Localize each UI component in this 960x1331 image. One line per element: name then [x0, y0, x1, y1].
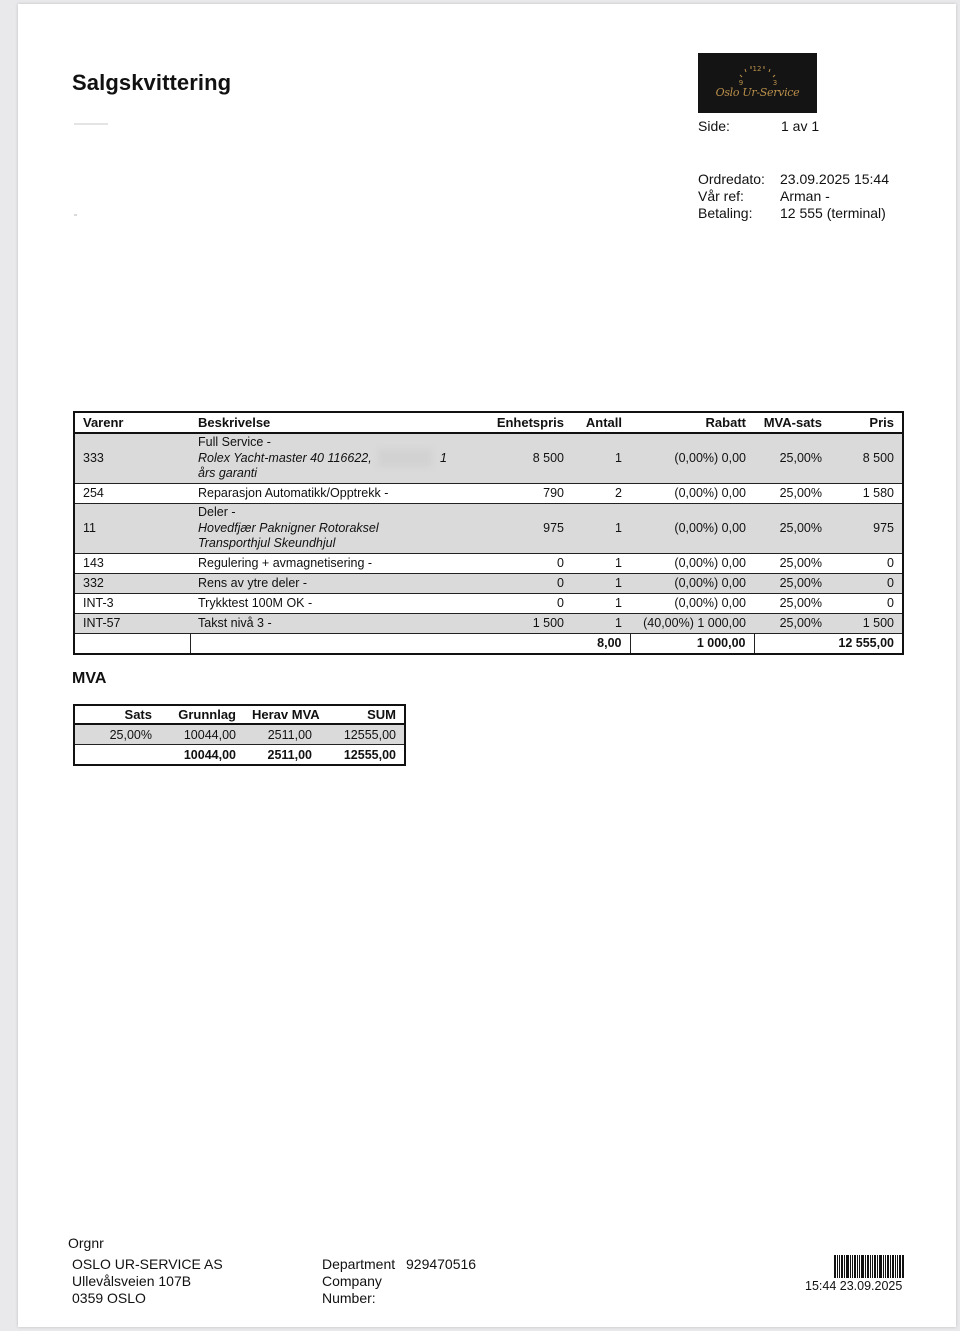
- cell-enhetspris: 0: [462, 574, 572, 594]
- cell-mva: 25,00%: [754, 614, 830, 634]
- col-antall: Antall: [572, 412, 630, 433]
- logo-wordmark: Oslo Ur-Service: [715, 86, 800, 99]
- col-rabatt: Rabatt: [630, 412, 754, 433]
- items-table: [73, 411, 904, 655]
- cell-antall: 1: [572, 504, 630, 554]
- col-enhetspris: Enhetspris: [462, 412, 572, 433]
- cell-enhetspris: 8 500: [462, 433, 572, 484]
- cell-beskrivelse: Rens av ytre deler -: [190, 574, 462, 594]
- cell-pris: 0: [830, 554, 903, 574]
- total-pris: 12 555,00: [838, 635, 894, 650]
- company-street: Ullevålsveien 107B: [72, 1273, 192, 1289]
- faint-mark: [74, 123, 108, 125]
- cell-pris: 8 500: [830, 433, 903, 484]
- cell-antall: 1: [572, 554, 630, 574]
- cell-enhetspris: 790: [462, 484, 572, 504]
- meta-label: Ordredato:: [698, 171, 765, 187]
- department-info: [322, 1256, 522, 1307]
- mva-header-row: [74, 705, 405, 724]
- meta-value: 23.09.2025 15:44: [780, 171, 889, 187]
- department-label: Department: [322, 1256, 396, 1272]
- cell-enhetspris: 1 500: [462, 614, 572, 634]
- totals-empty: [754, 634, 830, 655]
- cell-grunnlag: 10044,00: [160, 724, 244, 745]
- watch-dial-logo-icon: [698, 53, 817, 113]
- cell-varenr: INT-57: [74, 614, 190, 634]
- desc-line: Transporthjul Skeundhjul: [198, 536, 336, 551]
- table-row: [74, 554, 903, 574]
- cell-varenr: 333: [74, 433, 190, 484]
- table-row: [74, 504, 903, 554]
- cell-varenr: 11: [74, 504, 190, 554]
- cell-rabatt: (0,00%) 0,00: [630, 574, 754, 594]
- dial-12: 12: [752, 65, 762, 73]
- col-sats: Sats: [74, 705, 160, 724]
- barcode-icon: [834, 1255, 904, 1278]
- table-row: [74, 614, 903, 634]
- cell-varenr: 254: [74, 484, 190, 504]
- col-pris: Pris: [830, 412, 903, 433]
- cell-rabatt: (0,00%) 0,00: [630, 433, 754, 484]
- meta-label: Betaling:: [698, 205, 753, 221]
- redacted-text: [378, 449, 432, 467]
- dial-3: 3: [772, 79, 778, 87]
- cell-enhetspris: 0: [462, 554, 572, 574]
- cell-pris: 1 580: [830, 484, 903, 504]
- cell-beskrivelse: Regulering + avmagnetisering -: [190, 554, 462, 574]
- cell-pris: 975: [830, 504, 903, 554]
- desc-line: Hovedfjær Paknigner Rotoraksel: [198, 520, 379, 535]
- cell-pris: 0: [830, 574, 903, 594]
- cell-rabatt: (0,00%) 0,00: [630, 504, 754, 554]
- cell-beskrivelse: Trykktest 100M OK -: [190, 594, 462, 614]
- faint-mark: [74, 214, 77, 216]
- cell-enhetspris: 0: [462, 594, 572, 614]
- company-name: OSLO UR-SERVICE AS: [72, 1256, 223, 1272]
- cell-antall: 1: [572, 614, 630, 634]
- cell-beskrivelse: Reparasjon Automatikk/Opptrekk -: [190, 484, 462, 504]
- cell-varenr: INT-3: [74, 594, 190, 614]
- meta-reference: [698, 188, 918, 205]
- cell-antall: 1: [572, 594, 630, 614]
- cell-sats: 25,00%: [74, 724, 160, 745]
- total-herav: 2511,00: [267, 747, 312, 762]
- page-title: Salgskvittering: [72, 70, 232, 95]
- side-label: Side:: [698, 118, 730, 134]
- cell-mva: 25,00%: [754, 594, 830, 614]
- cell-pris: 1 500: [830, 614, 903, 634]
- total-rabatt: 1 000,00: [630, 634, 754, 655]
- cell-herav: 2511,00: [244, 724, 320, 745]
- cell-varenr: 143: [74, 554, 190, 574]
- totals-empty: [74, 634, 190, 655]
- desc-head: Deler -: [198, 505, 236, 520]
- dial-9: 9: [738, 79, 744, 87]
- cell-sum: 12555,00: [320, 724, 405, 745]
- cell-rabatt: (40,00%) 1 000,00: [630, 614, 754, 634]
- department-number: 929470516: [406, 1256, 477, 1272]
- order-meta: [698, 171, 918, 222]
- side-value: 1 av 1: [781, 118, 820, 134]
- department-row: [322, 1256, 522, 1273]
- total-grunnlag: 10044,00: [183, 747, 236, 762]
- table-row: [74, 574, 903, 594]
- cell-mva: 25,00%: [754, 504, 830, 554]
- total-antall: 8,00: [572, 634, 630, 655]
- table-row: [74, 724, 405, 745]
- mva-table: [73, 704, 406, 766]
- meta-payment: [698, 205, 918, 222]
- table-row: [74, 484, 903, 504]
- totals-row: [74, 634, 903, 655]
- col-herav-mva: Herav MVA: [244, 705, 320, 724]
- cell-mva: 25,00%: [754, 484, 830, 504]
- desc-line: Rolex Yacht-master 40 116622,: [198, 450, 372, 465]
- desc-head: Full Service -: [198, 435, 271, 450]
- col-varenr: Varenr: [74, 412, 190, 433]
- number-label: Number:: [322, 1290, 376, 1306]
- meta-label: Vår ref:: [698, 188, 744, 204]
- totals-empty: [74, 745, 160, 766]
- mva-heading: MVA: [72, 670, 107, 687]
- col-sum: SUM: [320, 705, 405, 724]
- cell-rabatt: (0,00%) 0,00: [630, 554, 754, 574]
- totals-empty: [462, 634, 572, 655]
- desc-extra: 1: [440, 451, 447, 466]
- company-address: [72, 1256, 223, 1307]
- meta-order-date: [698, 171, 918, 188]
- totals-empty: [190, 634, 462, 655]
- col-grunnlag: Grunnlag: [160, 705, 244, 724]
- cell-mva: 25,00%: [754, 554, 830, 574]
- desc-line: års garanti: [198, 466, 258, 481]
- barcode-timestamp: 15:44 23.09.2025: [805, 1279, 903, 1293]
- cell-antall: 1: [572, 574, 630, 594]
- cell-rabatt: (0,00%) 0,00: [630, 594, 754, 614]
- table-row: [74, 594, 903, 614]
- orgnr-label: Orgnr: [68, 1235, 104, 1251]
- company-label: Company: [322, 1273, 382, 1289]
- items-header-row: [74, 412, 903, 433]
- meta-value: Arman -: [780, 188, 830, 204]
- total-sum: 12555,00: [343, 747, 396, 762]
- cell-enhetspris: 975: [462, 504, 572, 554]
- cell-beskrivelse: [190, 433, 462, 484]
- cell-antall: 2: [572, 484, 630, 504]
- company-logo: [698, 53, 817, 113]
- mva-totals-row: [74, 745, 405, 766]
- company-city: 0359 OSLO: [72, 1290, 146, 1306]
- cell-rabatt: (0,00%) 0,00: [630, 484, 754, 504]
- meta-value: 12 555 (terminal): [780, 205, 886, 221]
- col-mva-sats: MVA-sats: [754, 412, 830, 433]
- cell-pris: 0: [830, 594, 903, 614]
- cell-varenr: 332: [74, 574, 190, 594]
- cell-mva: 25,00%: [754, 574, 830, 594]
- cell-beskrivelse: [190, 504, 462, 554]
- cell-beskrivelse: Takst nivå 3 -: [190, 614, 462, 634]
- cell-mva: 25,00%: [754, 433, 830, 484]
- cell-antall: 1: [572, 433, 630, 484]
- col-beskrivelse: Beskrivelse: [190, 412, 462, 433]
- table-row: [74, 433, 903, 484]
